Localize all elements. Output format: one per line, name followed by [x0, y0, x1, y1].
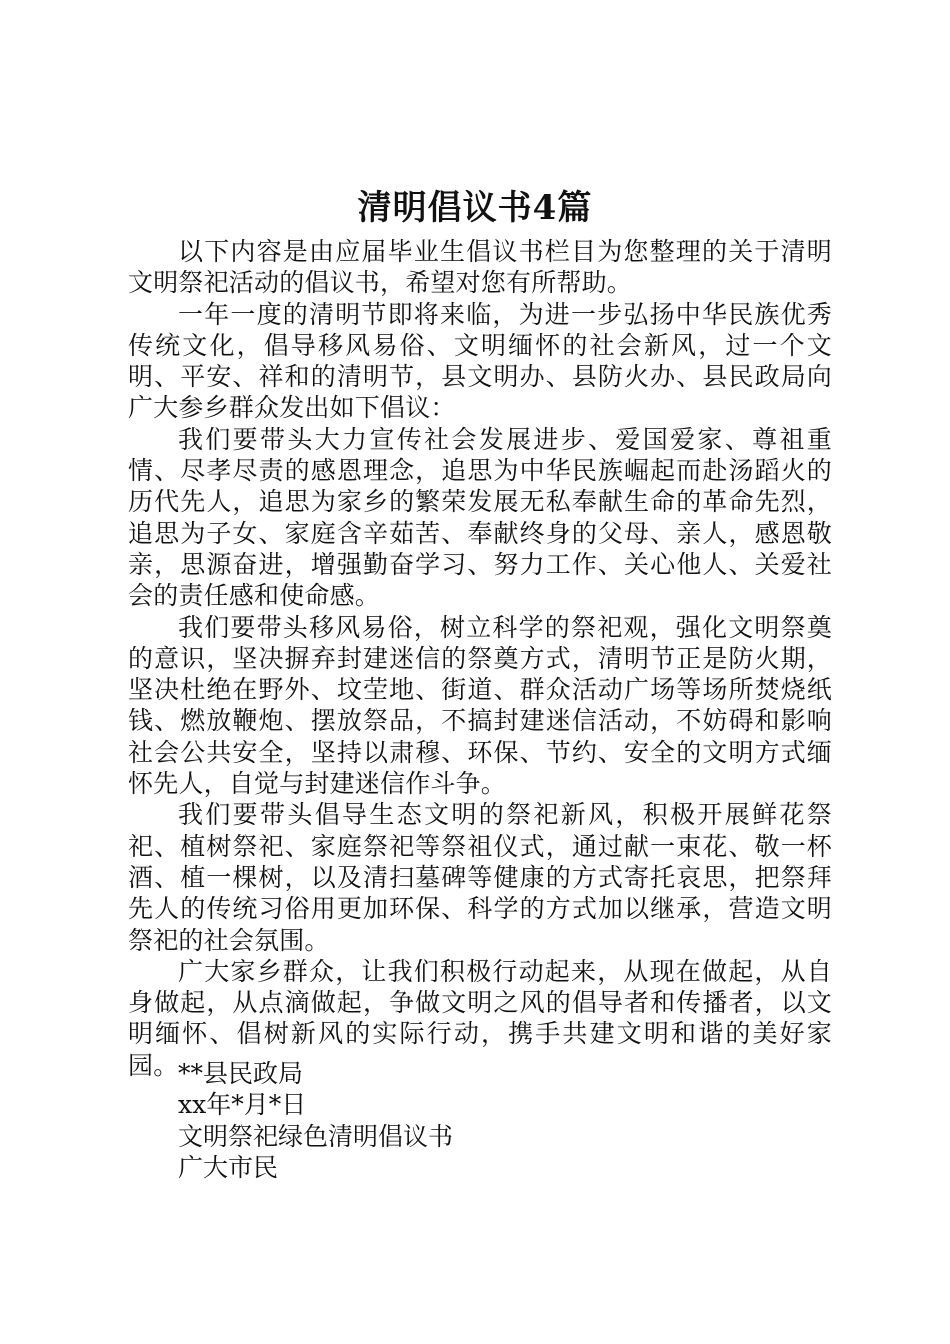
- signature-organization: **县民政局: [178, 1059, 304, 1088]
- document-title: 清明倡议书4篇: [357, 188, 593, 228]
- next-section-greeting: 广大市民: [178, 1152, 279, 1182]
- document-body: [128, 236, 832, 1081]
- paragraph-intro: 以下内容是由应届毕业生倡议书栏目为您整理的关于清明文明祭祀活动的倡议书，希望对您有所帮助。: [128, 237, 832, 298]
- next-section-title: 文明祭祀绿色清明倡议书: [178, 1121, 454, 1151]
- paragraph-gratitude: 我们要带头大力宣传社会发展进步、爱国爱家、尊祖重情、尽孝尽责的感恩理念，追思为中华民族崛起而赴汤蹈火的历代先人，追思为家乡的繁荣发展无私奉献生命的革命先烈，追思为子女、家庭含辛茹苦、奉献终身的父母、亲人，感恩敬亲，思源奋进，增强勤奋学习、努力工作、关心他人、关爱社会的责任感和使命感。: [128, 424, 832, 611]
- paragraph-eco-rituals: 我们要带头倡导生态文明的祭祀新风，积极开展鲜花祭祀、植树祭祀、家庭祭祀等祭祖仪式，通过献一束花、敬一杯酒、植一棵树，以及清扫墓碑等健康的方式寄托哀思，把祭拜先人的传统习俗用更加环保、科学的方式加以继承，营造文明祭祀的社会氛围。: [128, 800, 832, 955]
- signature-date: xx年*月*日: [178, 1090, 307, 1120]
- signature-block: [178, 1058, 778, 1183]
- paragraph-customs: 我们要带头移风易俗，树立科学的祭祀观，强化文明祭奠的意识，坚决摒弃封建迷信的祭奠方式，清明节正是防火期，坚决杜绝在野外、坟茔地、街道、群众活动广场等场所焚烧纸钱、燃放鞭炮、摆放祭品，不搞封建迷信活动，不妨碍和影响社会公共安全，坚持以肃穆、环保、节约、安全的文明方式缅怀先人，自觉与封建迷信作斗争。: [128, 612, 832, 799]
- paragraph-preface: 一年一度的清明节即将来临，为进一步弘扬中华民族优秀传统文化，倡导移风易俗、文明缅怀的社会新风，过一个文明、平安、祥和的清明节，县文明办、县防火办、县民政局向广大参乡群众发出如下倡议：: [128, 299, 832, 423]
- paragraph-call-to-action: 广大家乡群众，让我们积极行动起来，从现在做起，从自身做起，从点滴做起，争做文明之风的倡导者和传播者，以文明缅怀、倡树新风的实际行动，携手共建文明和谐的美好家园。: [128, 956, 832, 1080]
